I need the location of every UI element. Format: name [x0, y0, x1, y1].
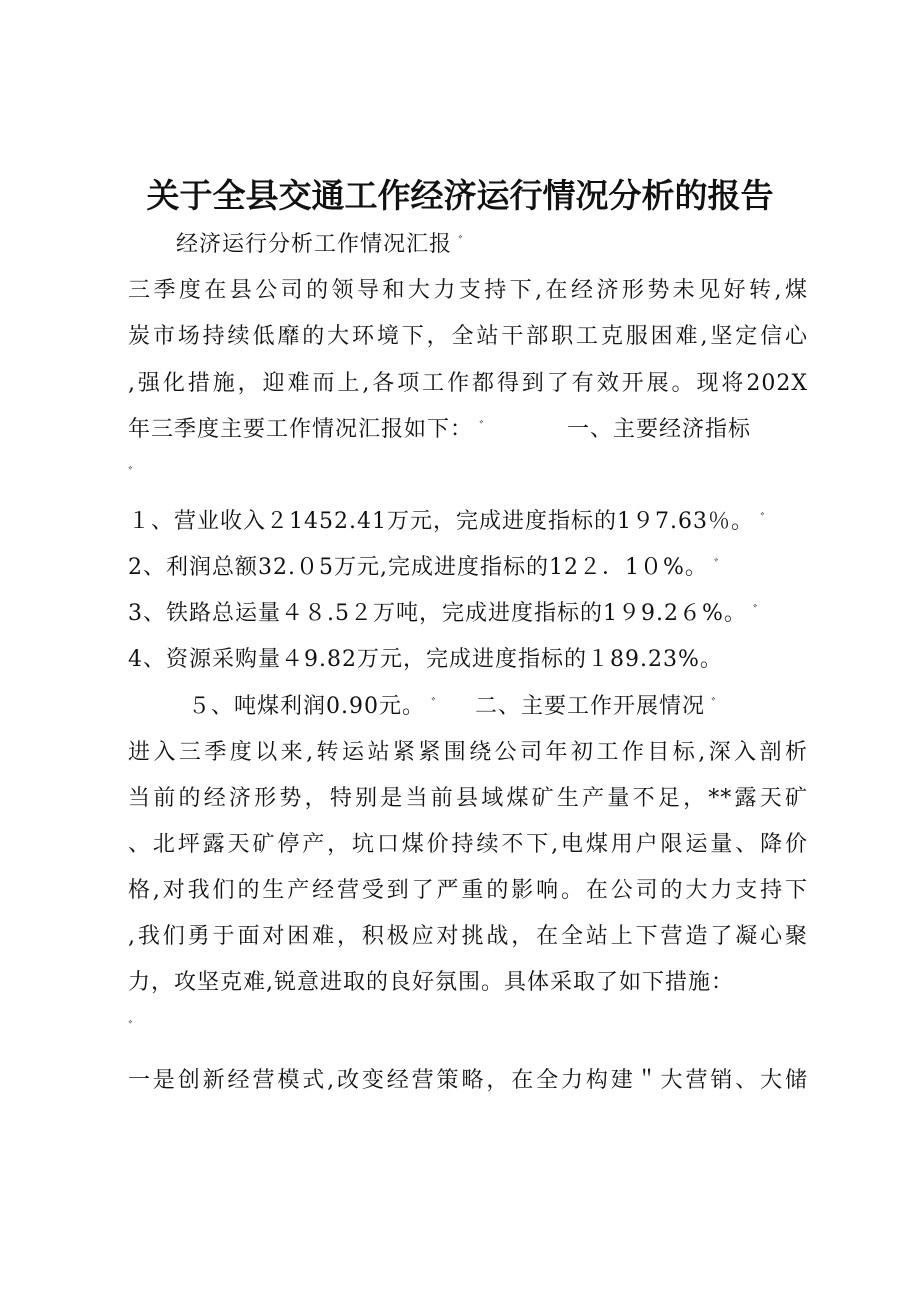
text-line-4: [128, 415, 808, 445]
section-heading-1: 一、主要经济指标: [567, 417, 752, 442]
indicator-item-1-text: １、营业收入２1452.41万元，完成进度指标的1９7.63％。: [128, 509, 754, 534]
subtitle-line: [128, 230, 856, 260]
indicator-item-4-text: 4、资源采购量４9.82万元，完成进度指标的１89.23%。: [128, 647, 723, 672]
section-heading-2: 二、主要工作开展情况: [475, 694, 706, 719]
body-line-1: 进入三季度以来,转运站紧紧围绕公司年初工作目标,深入剖析: [128, 740, 808, 765]
paragraph-mark-icon: ﾞ: [458, 235, 467, 251]
paragraph-mark-icon: ﾞ: [128, 466, 136, 482]
paragraph-mark-icon: ﾞ: [752, 604, 761, 620]
paragraph-mark-icon: ﾞ: [711, 697, 720, 713]
paragraph-mark-icon: ﾞ: [128, 1020, 136, 1036]
text-line-1: 三季度在县公司的领导和大力支持下,在经济形势未见好转,煤: [128, 278, 808, 303]
indicator-item-5-text: ５、吨煤利润0.90元。: [188, 694, 425, 719]
paragraph-mark-line: [128, 461, 808, 491]
indicator-item-5: [128, 692, 868, 722]
text-line-3: ,强化措施，迎难而上,各项工作都得到了有效开展。现将202X: [128, 371, 808, 396]
indicator-item-1: [128, 507, 808, 537]
body-line-2: 当前的经济形势，特别是当前县域煤矿生产量不足，**露天矿: [128, 786, 808, 811]
text-line-4-part-a: 年三季度主要工作情况汇报如下：: [128, 417, 474, 442]
text-line-2: 炭市场持续低靡的大环境下，全站干部职工克服困难,坚定信心: [128, 324, 808, 349]
body-line-4: 格,对我们的生产经营受到了严重的影响。在公司的大力支持下: [128, 878, 808, 903]
indicator-item-2: [128, 553, 808, 583]
paragraph-mark-line-2: [128, 1015, 808, 1045]
document-title: 关于全县交通工作经济运行情况分析的报告: [146, 176, 774, 215]
body-line-5: ,我们勇于面对困难，积极应对挑战，在全站上下营造了凝心聚: [128, 924, 808, 949]
indicator-item-2-text: 2、利润总额32.０5万元,完成进度指标的12２．1０%。: [128, 555, 708, 580]
paragraph-mark-icon: ﾞ: [713, 558, 722, 574]
indicator-item-3: [128, 599, 808, 629]
indicator-item-4: [128, 645, 808, 675]
indicator-item-3-text: 3、铁路总运量４８.5２万吨，完成进度指标的1９9.2６%。: [128, 601, 747, 626]
paragraph-mark-icon: ﾞ: [479, 420, 488, 436]
body-line-7: 一是创新经营模式,改变经营策略，在全力构建＂大营销、大储: [128, 1068, 808, 1093]
subtitle-text: 经济运行分析工作情况汇报: [176, 232, 453, 257]
paragraph-mark-icon: ﾞ: [759, 512, 768, 528]
paragraph-mark-icon: ﾞ: [431, 697, 439, 713]
body-line-6: 力，攻坚克难,锐意进取的良好氛围。具体采取了如下措施：: [128, 970, 734, 995]
body-line-3: 、北坪露天矿停产，坑口煤价持续不下,电煤用户限运量、降价: [128, 832, 808, 857]
